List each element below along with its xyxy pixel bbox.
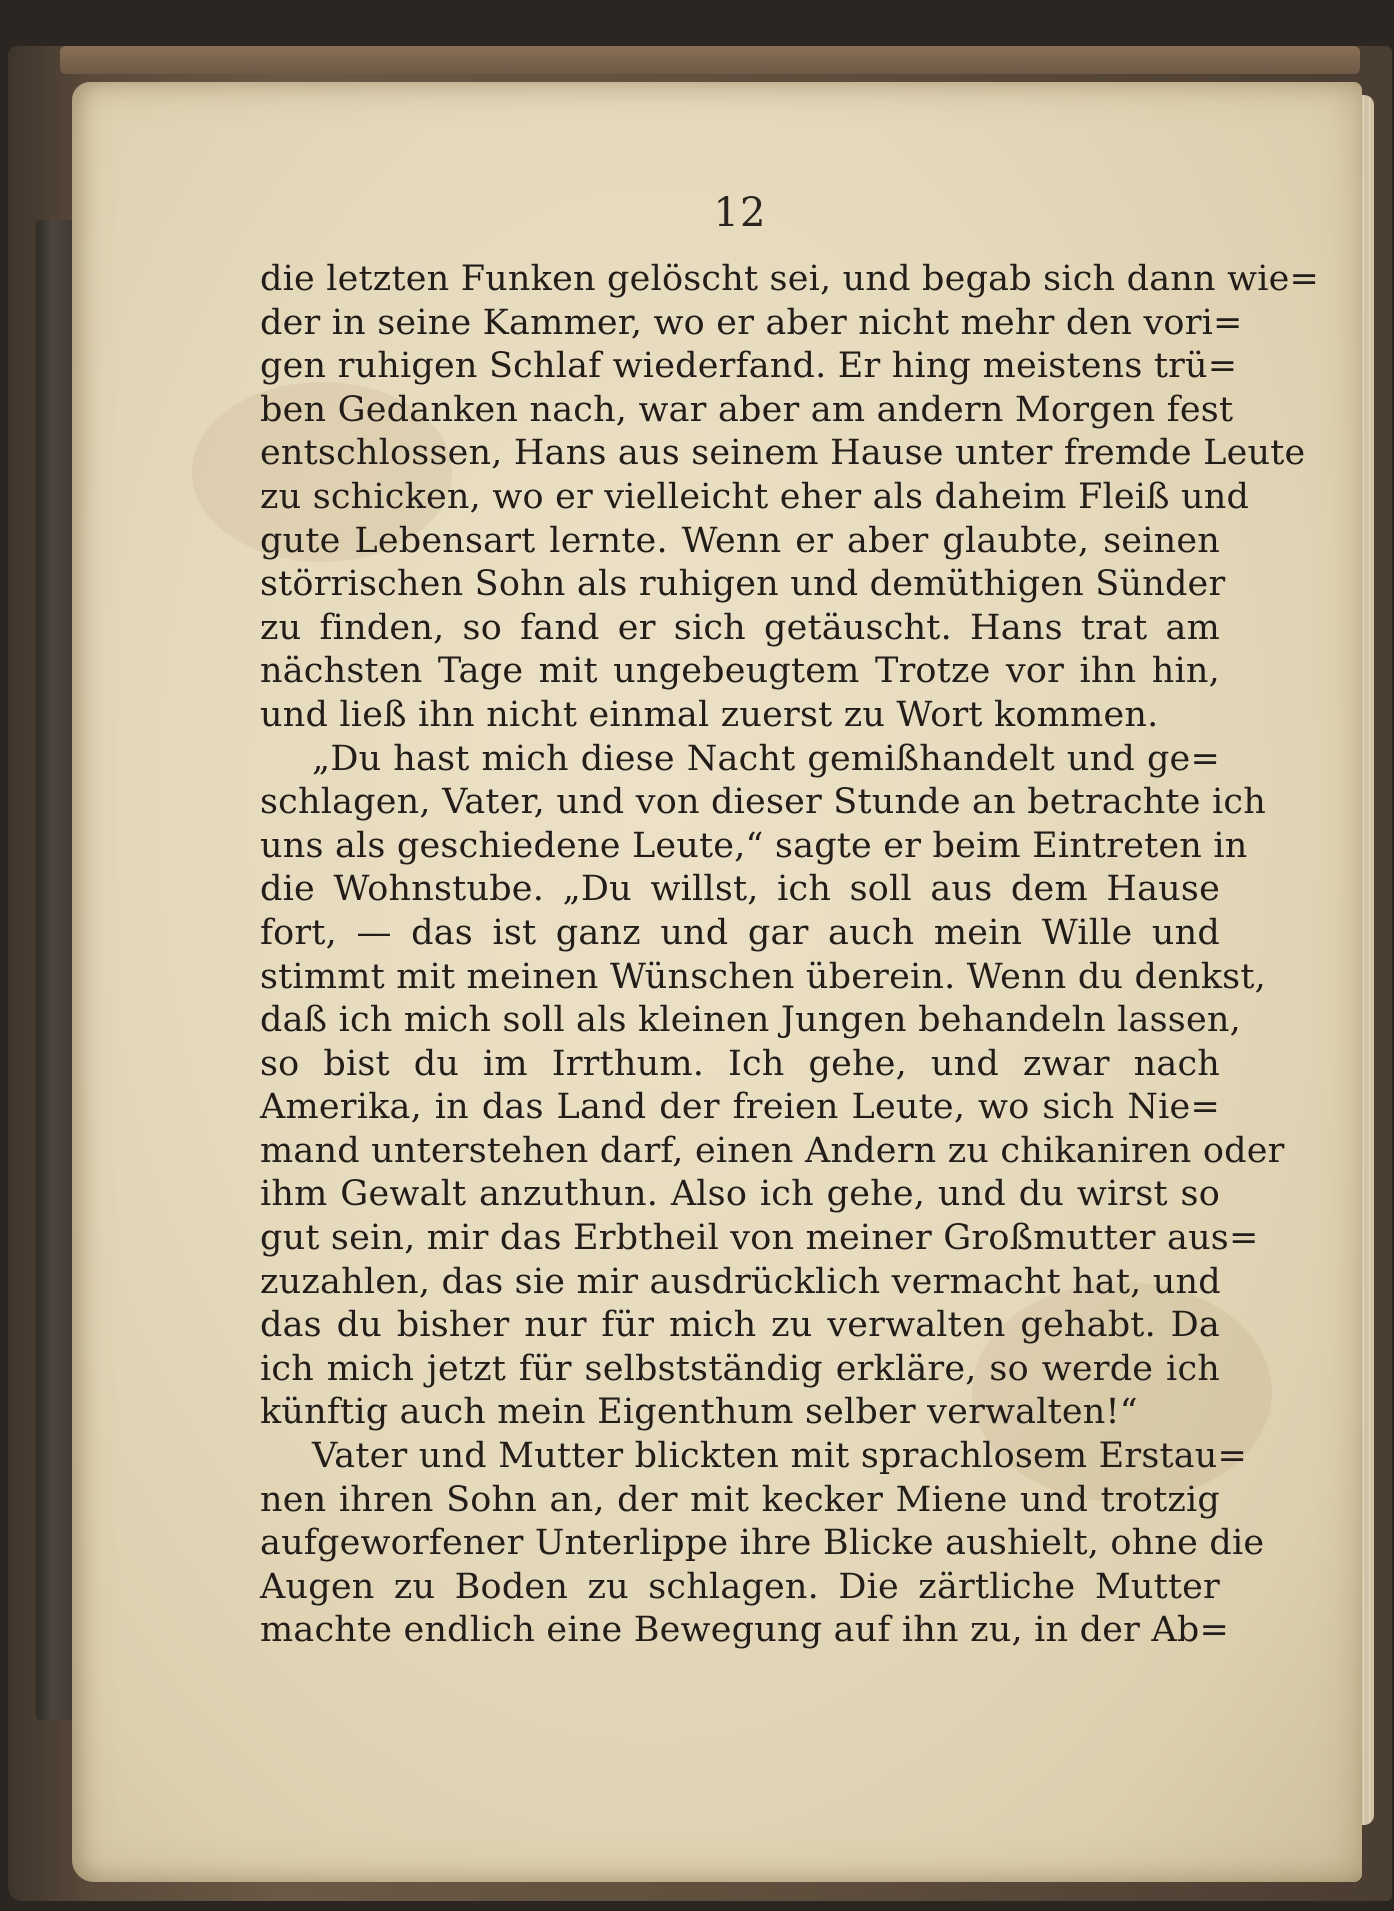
text-line: mand unterstehen darf, einen Andern zu chikaniren oder [260,1130,1285,1171]
text-line: uns als geschiedene Leute,“ sagte er beim Eintreten in [260,825,1248,866]
text-line: nächsten Tage mit ungebeugtem Trotze vor ihn hin, [260,651,1220,692]
text-line: ben Gedanken nach, war aber am andern Morgen fest [260,389,1234,430]
text-line: daß ich mich soll als kleinen Jungen behandeln lassen, [260,1000,1241,1041]
text-line: schlagen, Vater, und von dieser Stunde an betrachte ich [260,782,1266,823]
text-line: fort, — das ist ganz und gar auch mein Wille und [260,912,1220,953]
text-line: und ließ ihn nicht einmal zuerst zu Wort kommen. [260,694,1159,735]
text-line: Amerika, in das Land der freien Leute, wo sich Nie= [260,1087,1220,1128]
text-line: gute Lebensart lernte. Wenn er aber glaubte, seinen [260,520,1220,561]
body-text [260,258,1320,1653]
text-line: künftig auch mein Eigenthum selber verwalten!“ [260,1392,1138,1433]
text-line: Vater und Mutter blickten mit sprachlosem Erstau= [312,1436,1248,1477]
text-line: nen ihren Sohn an, der mit kecker Miene und trotzig [260,1479,1220,1520]
text-line: so bist du im Irrthum. Ich gehe, und zwar nach [260,1043,1220,1084]
text-line: ich mich jetzt für selbstständig erkläre, so werde ich [260,1348,1220,1389]
text-line: Augen zu Boden zu schlagen. Die zärtliche Mutter [260,1566,1220,1607]
text-line: störrischen Sohn als ruhigen und demüthigen Sünder [260,564,1226,605]
text-line: zu finden, so fand er sich getäuscht. Hans trat am [260,607,1220,648]
cover-top-edge [60,46,1360,74]
text-line: gut sein, mir das Erbtheil von meiner Großmutter aus= [260,1218,1259,1259]
text-line: „Du hast mich diese Nacht gemißhandelt und ge= [312,738,1220,779]
text-line: der in seine Kammer, wo er aber nicht mehr den vori= [260,302,1243,343]
text-line: zu schicken, wo er vielleicht eher als daheim Fleiß und [260,476,1250,517]
text-line: gen ruhigen Schlaf wiederfand. Er hing meistens trü= [260,346,1238,387]
text-line: machte endlich eine Bewegung auf ihn zu, in der Ab= [260,1610,1229,1651]
text-line: stimmt mit meinen Wünschen überein. Wenn du denkst, [260,956,1266,997]
text-line: aufgeworfener Unterlippe ihre Blicke aushielt, ohne die [260,1523,1265,1564]
text-line: die letzten Funken gelöscht sei, und begab sich dann wie= [260,259,1320,299]
text-line: entschlossen, Hans aus seinem Hause unter fremde Leute [260,433,1306,474]
text-line: das du bisher nur für mich zu verwalten gehabt. Da [260,1305,1220,1346]
text-line: zuzahlen, das sie mir ausdrücklich vermacht hat, und [260,1261,1221,1302]
page-number: 12 [713,190,767,236]
text-line: die Wohnstube. „Du willst, ich soll aus dem Hause [260,869,1220,910]
text-line: ihm Gewalt anzuthun. Also ich gehe, und du wirst so [260,1174,1220,1215]
